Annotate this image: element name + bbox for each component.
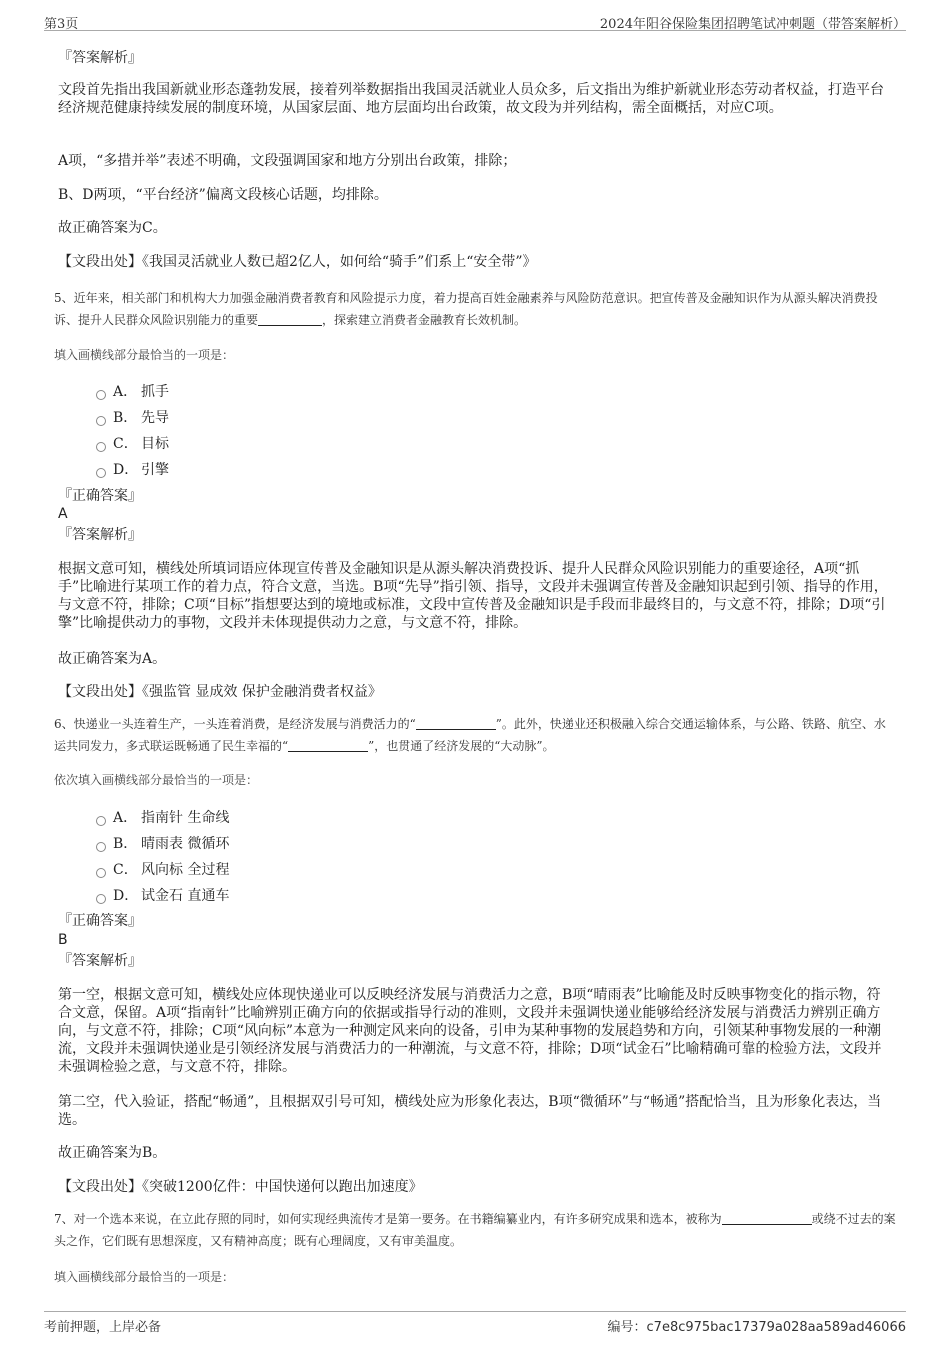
q5-stem-part2: ，探索建立消费者金融教育长效机制。	[322, 313, 527, 327]
q5-blank	[258, 313, 322, 326]
document-title: 2024年阳谷保险集团招聘笔试冲刺题（带答案解析）	[599, 17, 906, 32]
radio-icon[interactable]	[96, 816, 106, 826]
q5-analysis: 根据文意可知，横线处所填词语应体现宣传普及金融知识是从源头解决消费投诉、提升人民群众风险识别能力的重要途径，A项“抓手”比喻进行某项工作的着力点，符合文意，当选。B项“先导”指引领、指导，文段并未强调宣传普及金融知识起到引领、指导的作用，与文意不符，排除；C项“目标”指想要达到的境地或标准，文段中宣传普及金融知识是手段而非最终目的，与文意不符，排除；D项“引擎”比喻提供动力的事物，文段并未体现提供动力之意，与文意不符，排除。	[58, 561, 888, 631]
radio-icon[interactable]	[96, 468, 106, 478]
q4-analysis-label: 『答案解析』	[58, 50, 142, 66]
q6-option-b[interactable]: B． 晴雨表 微循环	[96, 833, 229, 853]
q5-correct-label: 『正确答案』	[58, 488, 142, 504]
page-footer	[44, 1311, 906, 1338]
q5-stem	[54, 287, 896, 331]
q5-prompt: 填入画横线部分最恰当的一项是：	[54, 348, 235, 362]
q5-option-c[interactable]: C． 目标	[96, 433, 169, 453]
radio-icon[interactable]	[96, 868, 106, 878]
q6-source: 【文段出处】《突破1200亿件：中国快递何以跑出加速度》	[58, 1179, 423, 1195]
radio-icon[interactable]	[96, 390, 106, 400]
footer-id-code: c7e8c975bac17379a028aa589ad46066	[646, 1320, 906, 1335]
q6-stem-part1: 6、快递业一头连着生产，一头连着消费，是经济发展与消费活力的“	[54, 717, 416, 731]
q6-option-d[interactable]: D． 试金石 直通车	[96, 885, 229, 905]
q5-stem-part1: 5、近年来，相关部门和机构大力加强金融消费者教育和风险提示力度，着力提高百姓金融素养与风险防范意识。把宣传普及金融知识作为从源头解决消费投诉、提升人民群众风险识别能力的重要	[54, 291, 878, 327]
q5-analysis-label: 『答案解析』	[58, 527, 142, 543]
q7-stem	[54, 1208, 896, 1252]
q5-conclusion: 故正确答案为A。	[58, 651, 167, 667]
q4-source: 【文段出处】《我国灵活就业人数已超2亿人，如何给“骑手”们系上“安全带”》	[58, 254, 537, 270]
q6-analysis-2: 第二空，代入验证，搭配“畅通”，且根据双引号可知，横线处应为形象化表达，B项“微循环”与“畅通”搭配恰当，且为形象化表达，当选。	[58, 1094, 882, 1128]
footer-id-label: 编号：	[607, 1320, 647, 1335]
q6-answer: B	[58, 932, 68, 948]
q6-stem	[54, 713, 896, 757]
q5-source: 【文段出处】《强监管 显成效 保护金融消费者权益》	[58, 684, 382, 700]
radio-icon[interactable]	[96, 442, 106, 452]
q6-analysis-label: 『答案解析』	[58, 953, 142, 969]
q6-blank-1	[416, 717, 496, 730]
q4-option-bd-note: B、D两项，“平台经济”偏离文段核心话题，均排除。	[58, 187, 388, 203]
footer-id	[608, 1316, 906, 1335]
page-number: 第3页	[44, 17, 79, 32]
radio-icon[interactable]	[96, 842, 106, 852]
q4-conclusion: 故正确答案为C。	[58, 220, 167, 236]
q6-prompt: 依次填入画横线部分最恰当的一项是：	[54, 773, 259, 787]
q4-option-a-note: A项，“多措并举”表述不明确，文段强调国家和地方分别出台政策，排除；	[58, 153, 517, 169]
q6-blank-2	[288, 739, 368, 752]
radio-icon[interactable]	[96, 894, 106, 904]
q5-answer: A	[58, 506, 68, 522]
q5-option-b[interactable]: B． 先导	[96, 407, 169, 427]
q6-correct-label: 『正确答案』	[58, 913, 142, 929]
q6-stem-part2: ”。此外，快递业还积极融入综合交通运输体系，与公路、铁路、航空、水运共同发力，多式联运既畅通了民生幸福的“	[54, 717, 886, 753]
q6-conclusion: 故正确答案为B。	[58, 1145, 167, 1161]
q7-prompt: 填入画横线部分最恰当的一项是：	[54, 1270, 235, 1284]
radio-icon[interactable]	[96, 416, 106, 426]
q4-analysis: 文段首先指出我国新就业形态蓬勃发展，接着列举数据指出我国灵活就业人员众多，后文指出为维护新就业形态劳动者权益，打造平台经济规范健康持续发展的制度环境，从国家层面、地方层面均出台政策，故文段为并列结构，需全面概括，对应C项。	[58, 82, 884, 116]
q6-option-a[interactable]: A． 指南针 生命线	[96, 807, 229, 827]
q5-option-a[interactable]: A． 抓手	[96, 381, 169, 401]
footer-slogan: 考前押题，上岸必备	[44, 1320, 162, 1335]
q7-blank	[722, 1212, 812, 1225]
page-header	[44, 0, 906, 31]
q5-option-d[interactable]: D． 引擎	[96, 459, 169, 479]
q6-stem-part3: ”，也贯通了经济发展的“大动脉”。	[368, 739, 555, 753]
q6-analysis-1: 第一空，根据文意可知，横线处应体现快递业可以反映经济发展与消费活力之意，B项“晴雨表”比喻能及时反映事物变化的指示物，符合文意，保留。A项“指南针”比喻辨别正确方向的依据或指导行动的准则，文段并未强调快递业能够给经济发展与消费活力辨别正确方向，与文意不符，排除；C项“风向标”本意为一种测定风来向的设备，引申为某种事物的发展趋势和方向，引领某种事物发展的一种潮流，文段并未强调快递业是引领经济发展与消费活力的一种潮流，与文意不符，排除；D项“试金石”比喻精确可靠的检验方法，文段并未强调检验之意，与文意不符，排除。	[58, 987, 882, 1075]
q7-stem-part2: 或绕不过去的案头之作，它们既有思想深度，又有精神高度；既有心理阔度，又有审美温度。	[54, 1212, 896, 1248]
q6-option-c[interactable]: C． 风向标 全过程	[96, 859, 229, 879]
q7-stem-part1: 7、对一个选本来说，在立此存照的同时，如何实现经典流传才是第一要务。在书籍编纂业内，有许多研究成果和选本，被称为	[54, 1212, 722, 1226]
